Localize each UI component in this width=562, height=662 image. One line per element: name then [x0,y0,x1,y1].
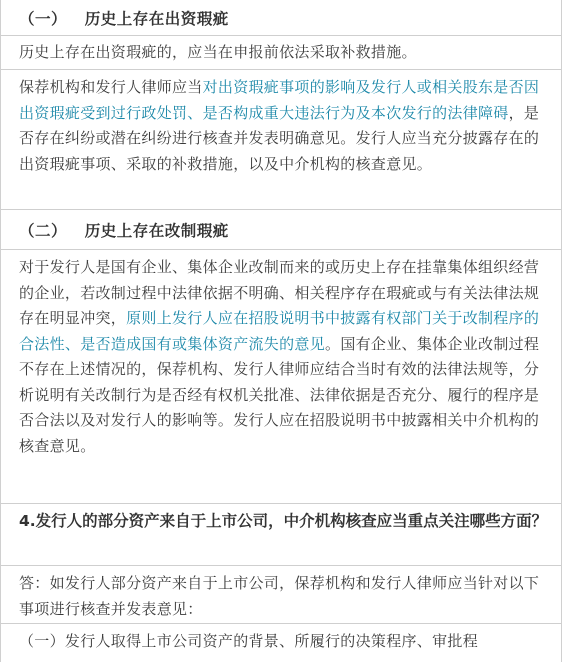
section-two-detail-highlight: 原则上发行人应在招股说明书中披露有权部门关于改制程序的合法性、是否造成国有或集体资产流失的意见 [19,309,540,353]
section-one-detail-highlight: 对出资瑕疵事项的影响及发行人或相关股东是否因出资瑕疵受到过行政处罚、是否构成重大违法行为及本次发行的法律障碍 [19,78,540,122]
section-two-detail-block [1,250,561,504]
section-one-heading: （一） 历史上存在出资瑕疵 [19,9,229,28]
answer-text: 答：如发行人部分资产来自于上市公司，保荐机构和发行人律师应当针对以下事项进行核查并发表意见： [19,574,540,618]
item-one-block [1,624,561,662]
question-block [1,504,561,566]
answer-block [1,566,561,624]
item-one-text: （一）发行人取得上市公司资产的背景、所履行的决策程序、审批程 [19,632,479,650]
section-two-detail-pre: 对于发行人是国有企业、集体企业改制而来的或历史上存在挂靠集体组织经营的企业，若改制过程中法律依据不明确、相关程序存在瑕疵或与有关法律法规存在明显冲突， [19,258,540,327]
section-one-summary: 历史上存在出资瑕疵的，应当在申报前依法采取补救措施。 [19,43,417,61]
question-text: 4.发行人的部分资产来自于上市公司，中介机构核查应当重点关注哪些方面？ [19,512,548,530]
section-two-heading: （二） 历史上存在改制瑕疵 [19,221,229,240]
section-one-summary-block [1,36,561,70]
section-two-heading-block [1,210,561,250]
section-two-detail [19,255,553,459]
section-two-detail-post: 。国有企业、集体企业改制过程不存在上述情况的，保荐机构、发行人律师应结合当时有效的法律法规等，分析说明有关改制行为是否经有权机关批准、法律依据是否充分、履行的程序是否合法以及对发行人的影响等。发行人应在招股说明书中披露相关中介机构的核查意见。 [19,334,540,455]
section-one-detail [19,75,553,177]
section-one-detail-pre: 保荐机构和发行人律师应当 [19,78,203,96]
section-one-detail-block [1,70,561,210]
section-one-detail-post: ，是否存在纠纷或潜在纠纷进行核查并发表明确意见。发行人应当充分披露存在的出资瑕疵事项、采取的补救措施，以及中介机构的核查意见。 [19,103,540,173]
section-one-heading-block [1,0,561,36]
